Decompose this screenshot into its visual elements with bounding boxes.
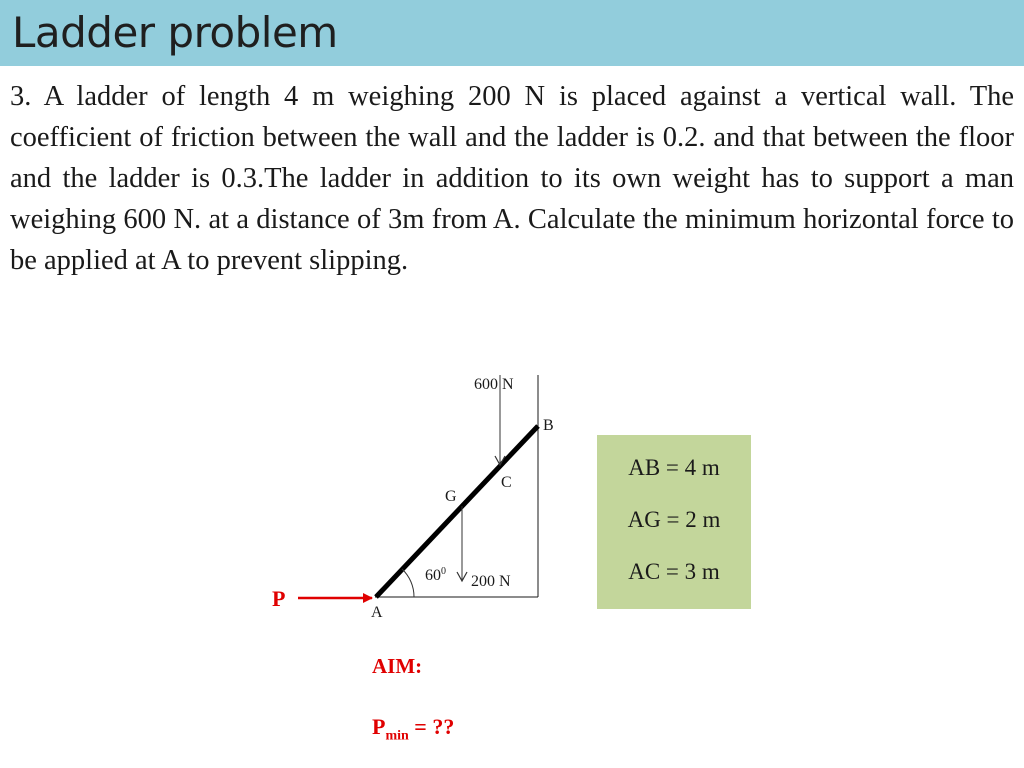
given-values-box [597, 435, 751, 609]
angle-label: $60^0$ [425, 566, 446, 584]
slide-title: Ladder problem [12, 8, 338, 57]
given-ab: AB = 4 m [628, 455, 720, 480]
p-min-expression [372, 714, 454, 744]
p-min-symbol: P [372, 714, 386, 739]
problem-statement: 3. A ladder of length 4 m weighing 200 N is placed against a vertical wall. The coefficient of friction between the wall and the ladder is 0.2. and that between the floor and the ladder is 0.3.The ladder in addition to its own weight has to support a man weighing 600 N. at a distance of 3m from A. Calculate the minimum horizontal force to be applied at A to prevent slipping. [10, 81, 1014, 276]
angle-arc [402, 569, 414, 597]
point-c-label: C [501, 474, 512, 491]
ladder [376, 426, 538, 597]
load-200-label: 200 N [471, 573, 511, 590]
point-g-label: G [445, 488, 457, 505]
p-min-value: = ?? [408, 714, 455, 739]
load-600-label: 600 N [474, 376, 514, 393]
given-ag: AG = 2 m [627, 507, 721, 532]
aim-label: AIM: [372, 654, 423, 678]
p-min-subscript: min [385, 728, 409, 744]
point-b-label: B [543, 417, 554, 434]
force-p-label: P [272, 586, 286, 611]
given-ac: AC = 3 m [628, 559, 720, 584]
point-a-label: A [371, 604, 383, 621]
